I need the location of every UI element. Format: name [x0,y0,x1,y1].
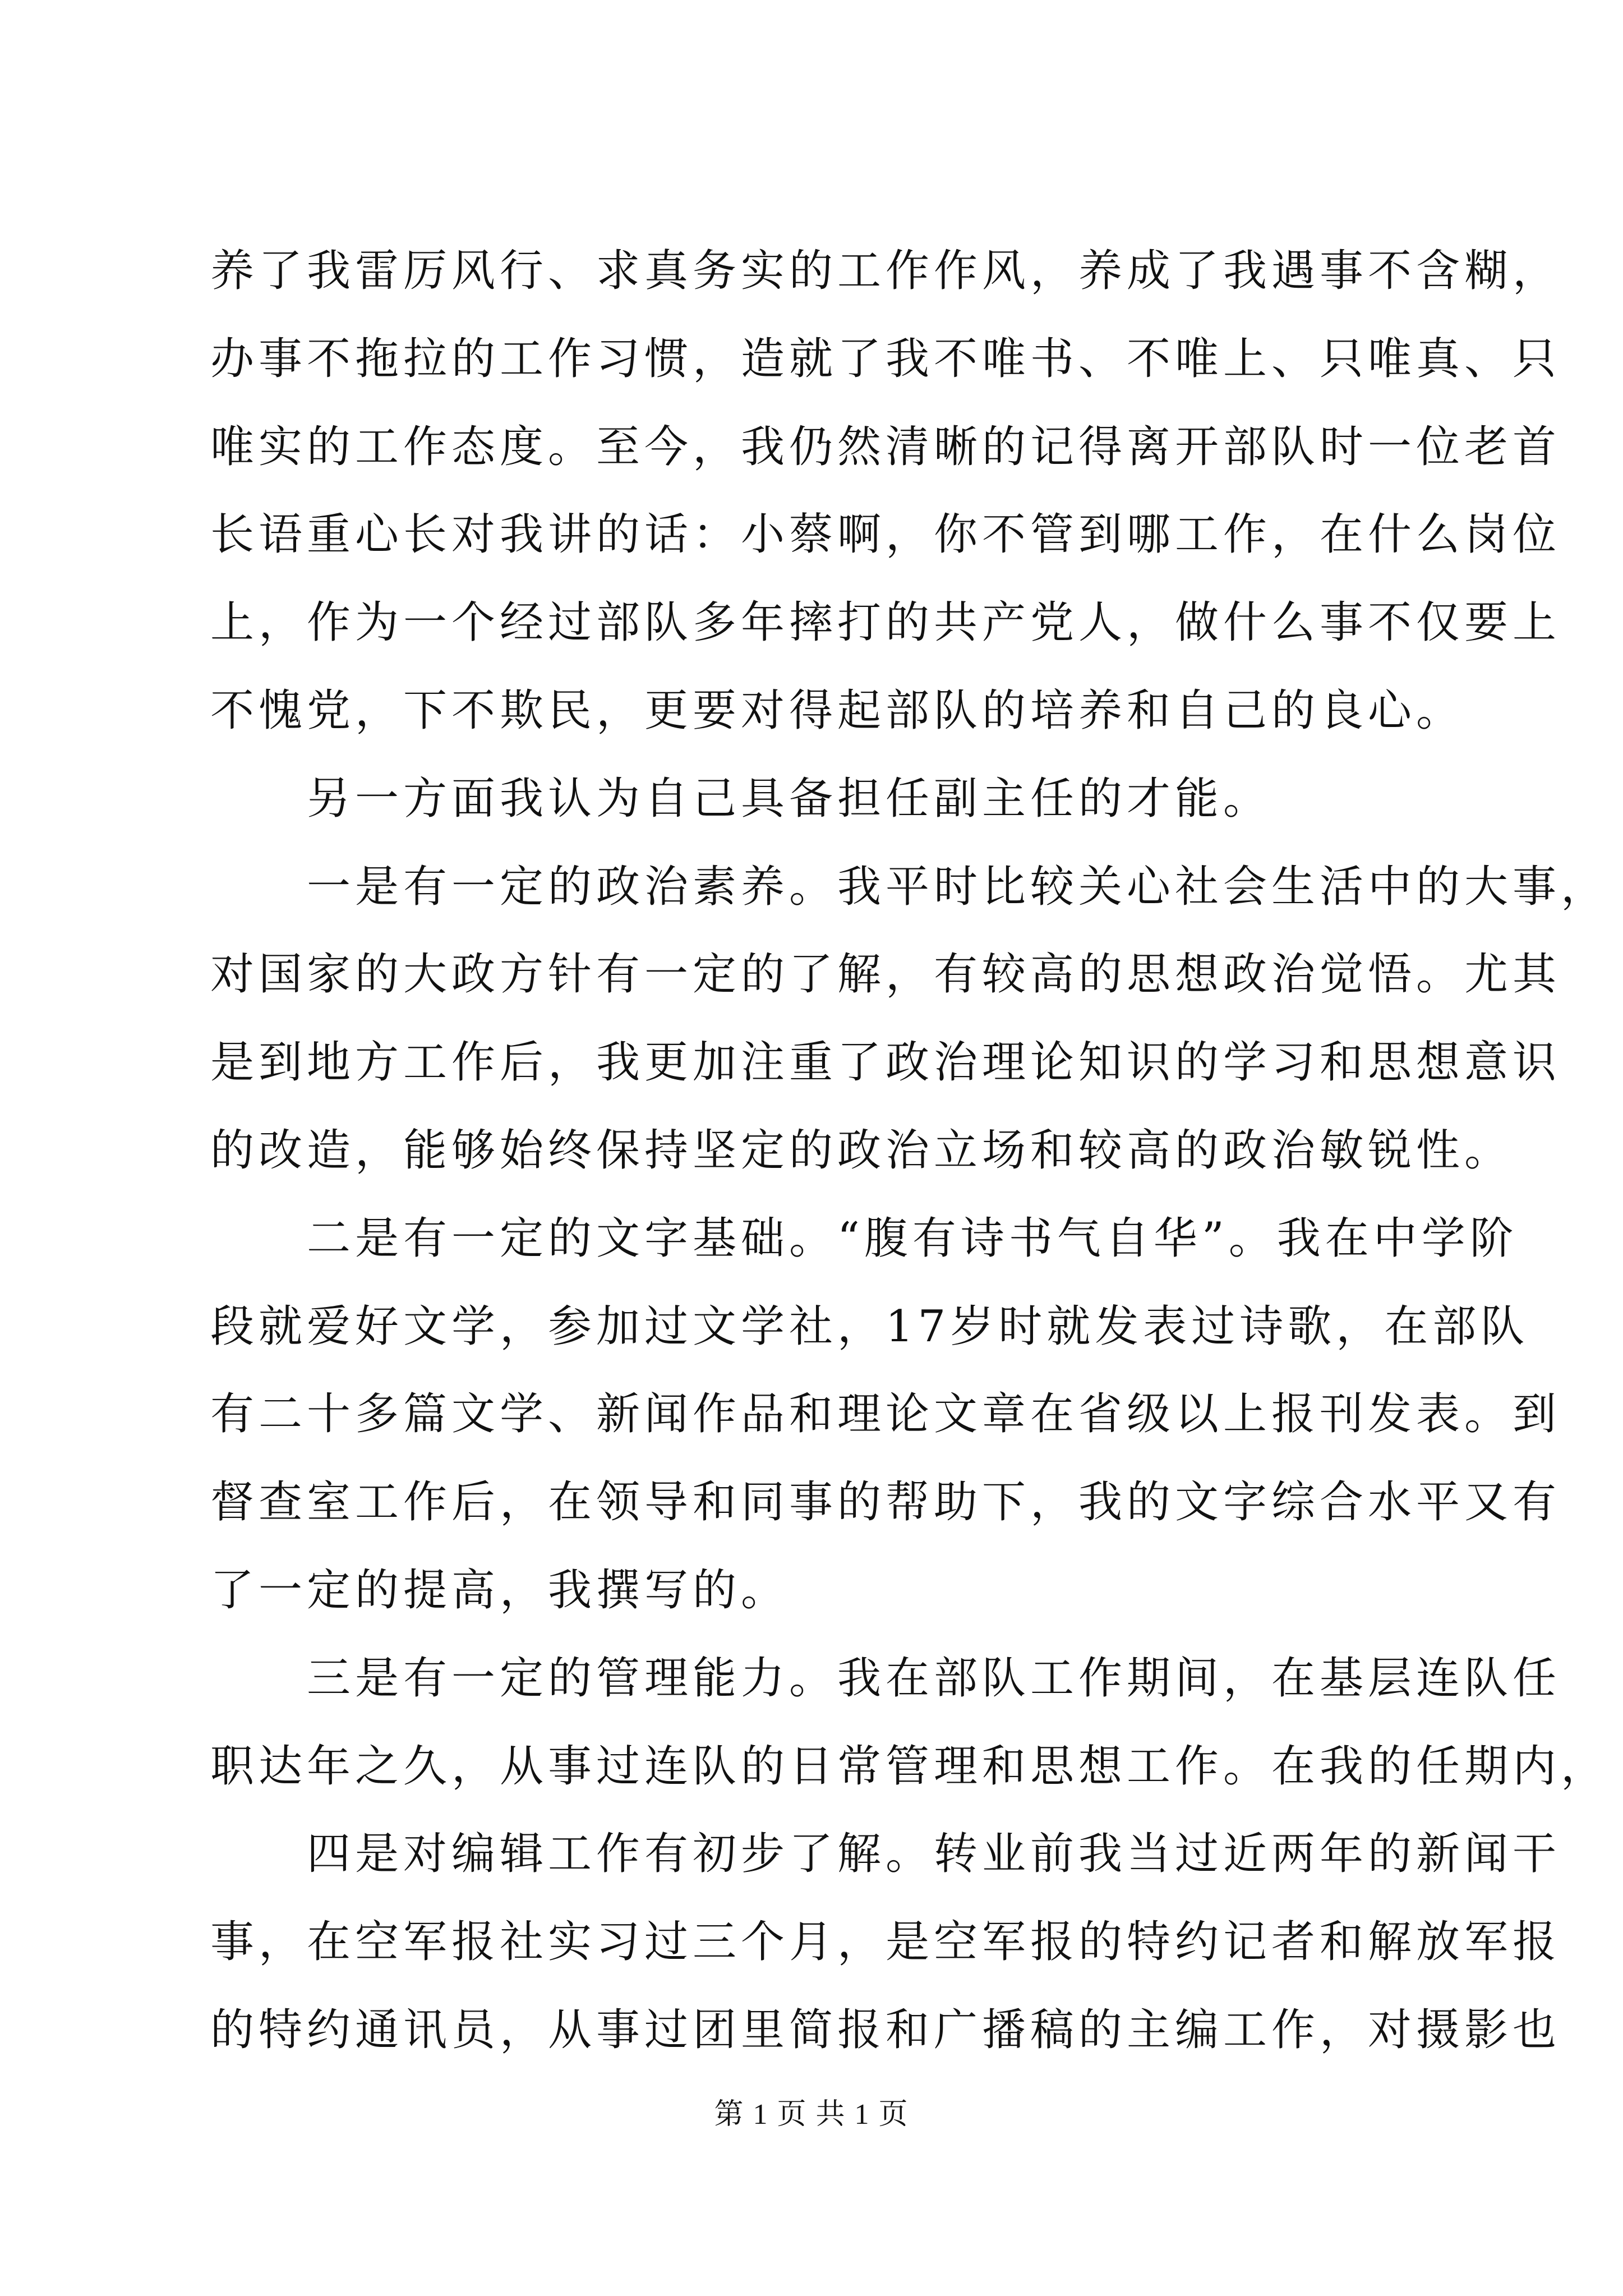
text-line: 唯实的工作态度。至今，我仍然清晰的记得离开部队时一位老首 [210,421,1561,472]
paragraph-first-line: 二是有一定的文字基础。“腹有诗书气自华”。我在中学阶 [307,1213,1518,1264]
text-line: 的改造，能够始终保持坚定的政治立场和较高的政治敏锐性。 [210,1125,1513,1176]
text-line: 有二十多篇文学、新闻作品和理论文章在省级以上报刊发表。到 [210,1389,1561,1440]
text-line: 对国家的大政方针有一定的了解，有较高的思想政治觉悟。尤其 [210,949,1561,1000]
text-line: 段就爱好文学，参加过文学社，17岁时就发表过诗歌，在部队 [210,1301,1529,1352]
text-line: 的特约通讯员，从事过团里简报和广播稿的主编工作，对摄影也 [210,2004,1561,2055]
text-line: 是到地方工作后，我更加注重了政治理论知识的学习和思想意识 [210,1037,1561,1088]
text-line: 了一定的提高，我撰写的。 [210,1565,790,1616]
text-line: 督查室工作后，在领导和同事的帮助下，我的文字综合水平又有 [210,1477,1561,1528]
text-line: 职达年之久，从事过连队的日常管理和思想工作。在我的任期内， [210,1741,1610,1792]
page-number-footer: 第 1 页 共 1 页 [714,2099,909,2131]
text-line: 养了我雷厉风行、求真务实的工作作风，养成了我遇事不含糊， [210,246,1561,296]
text-line: 不愧党，下不欺民，更要对得起部队的培养和自己的良心。 [210,685,1465,736]
text-line: 事，在空军报社实习过三个月，是空军报的特约记者和解放军报 [210,1917,1561,1968]
paragraph-first-line: 另一方面我认为自己具备担任副主任的才能。 [307,773,1272,824]
paragraph-first-line: 三是有一定的管理能力。我在部队工作期间，在基层连队任 [307,1653,1561,1704]
text-line: 长语重心长对我讲的话：小蔡啊，你不管到哪工作，在什么岗位 [210,509,1561,560]
text-line: 上，作为一个经过部队多年摔打的共产党人，做什么事不仅要上 [210,597,1561,648]
text-line: 办事不拖拉的工作习惯，造就了我不唯书、不唯上、只唯真、只 [210,333,1561,384]
paragraph-first-line: 一是有一定的政治素养。我平时比较关心社会生活中的大事， [307,861,1610,912]
paragraph-first-line: 四是对编辑工作有初步了解。转业前我当过近两年的新闻干 [307,1829,1561,1880]
document-body [210,227,1610,2074]
